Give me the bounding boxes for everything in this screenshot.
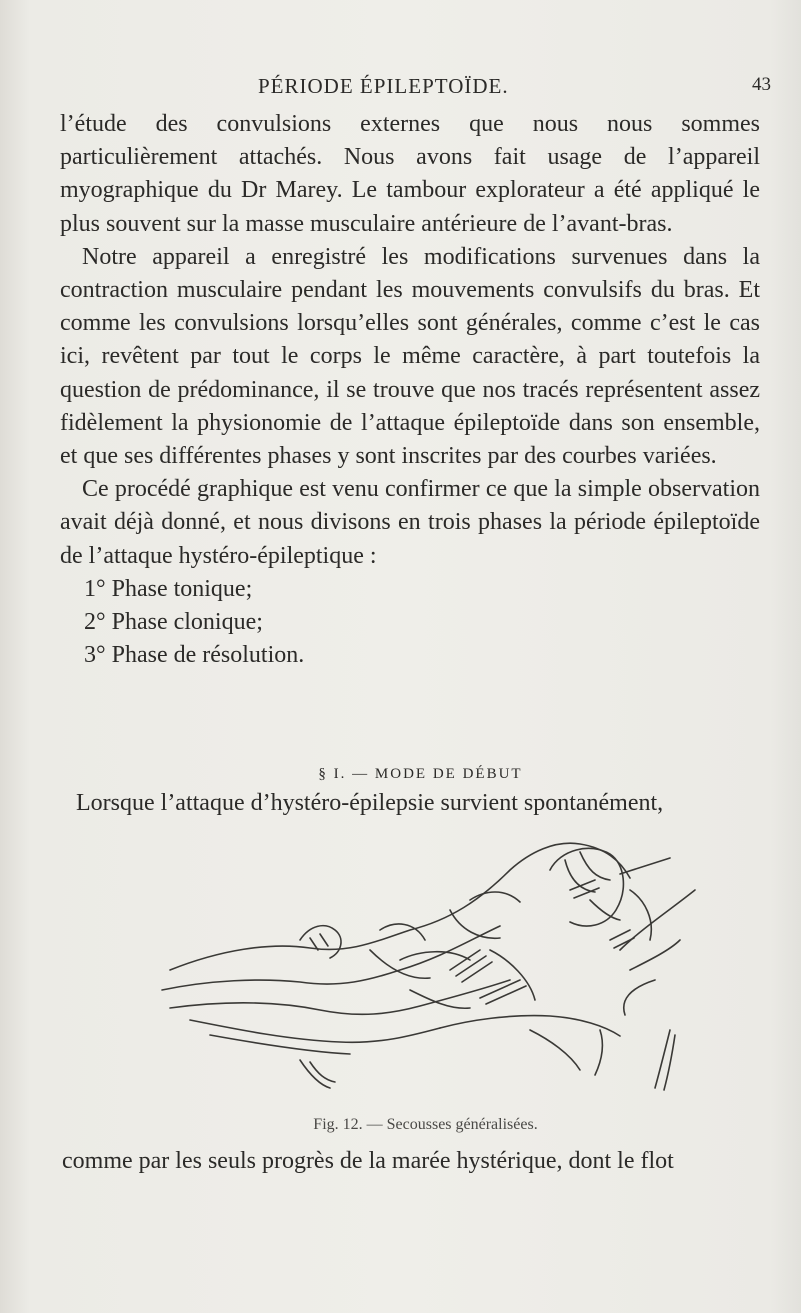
phase-list xyxy=(60,573,760,673)
phase-item-3: 3° Phase de résolution. xyxy=(84,642,305,669)
body-text xyxy=(60,108,760,672)
section-lead-text: Lorsque l’attaque d’hystéro-épilepsie survient spontanément, xyxy=(76,790,664,816)
continuation-text: comme par les seuls progrès de la marée hystérique, dont le flot xyxy=(62,1148,674,1174)
running-title: PÉRIODE ÉPILEPTOÏDE. xyxy=(258,74,509,98)
phase-item-2: 2° Phase clonique; xyxy=(84,609,263,636)
paragraph-1: l’étude des convulsions externes que nous nous sommes particulièrement attachés. Nous avons fait usage de l’appareil myographique du Dr Marey. Le tambour explorateur a été appliqué le plus souvent sur la masse musculaire antérieure de l’avant-bras. xyxy=(60,111,760,237)
paragraph-2: Notre appareil a enregistré les modifications survenues dans la contraction musculaire pendant les mouvements convulsifs du bras. Et comme les convulsions lorsqu’elles sont générales, comme c’est le cas ici, revêtent par tout le corps le même caractère, à part toutefois la question de prédominance, il se trouve que nos tracés représentent assez fidèlement la physionomie de l’attaque épileptoïde dans son ensemble, et que ses différentes phases y sont inscrites par des courbes variées. xyxy=(60,243,760,470)
convulsion-drawing xyxy=(150,830,710,1102)
figure-caption xyxy=(0,1116,801,1134)
paragraph-3: Ce procédé graphique est venu confirmer ce que la simple observation avait déjà donné, et nous divisons en trois phases la période épileptoïde de l’attaque hystéro-épileptique : xyxy=(60,476,760,569)
section-heading xyxy=(0,766,801,783)
figure-caption-text: Fig. 12. — Secousses généralisées. xyxy=(313,1116,538,1133)
section-heading-text: § I. — MODE DE DÉBUT xyxy=(318,766,523,782)
figure-illustration xyxy=(150,830,710,1102)
page-number: 43 xyxy=(752,74,771,95)
page-header xyxy=(0,74,801,102)
phase-item-1: 1° Phase tonique; xyxy=(84,575,253,602)
